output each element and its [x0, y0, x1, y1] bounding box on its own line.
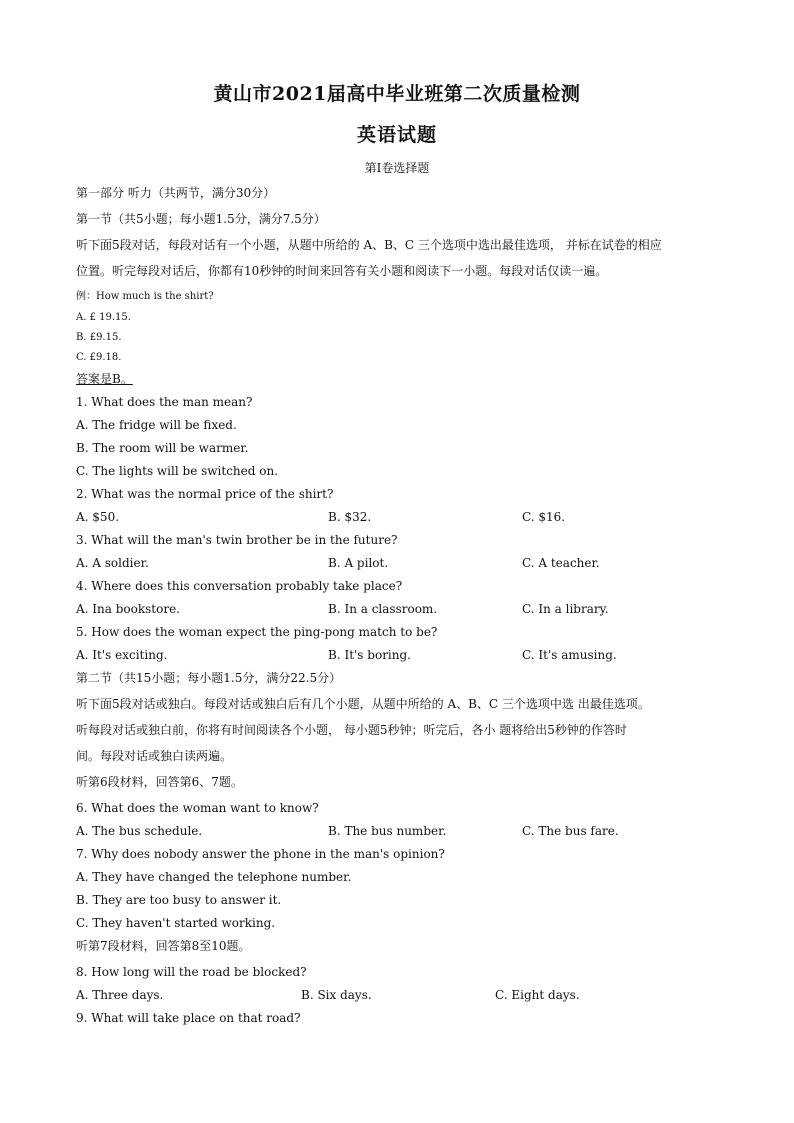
- material-6-heading: 听第6段材料，回答第6、7题。: [76, 775, 243, 789]
- question-6: 6. What does the woman want to know?: [76, 801, 319, 815]
- question-6-option-c: C. The bus fare.: [522, 824, 619, 838]
- example-option: C. £9.18.: [76, 352, 122, 363]
- example-option: A. £ 19.15.: [76, 312, 131, 323]
- section1-instruction-line: 听下面5段对话，每段对话有一个小题，从题中所给的 A、B、C 三个选项中选出最佳选项， 并标在试卷的相应: [76, 238, 662, 252]
- section2-instruction-line: 听下面5段对话或独白。每段对话或独白后有几个小题，从题中所给的 A、B、C 三个选项中选 出最佳选项。: [76, 697, 650, 711]
- question-7-option-a: A. They have changed the telephone number.: [76, 870, 352, 884]
- question-8: 8. How long will the road be blocked?: [76, 965, 307, 979]
- question-2-option-b: B. $32.: [328, 510, 372, 524]
- question-9: 9. What will take place on that road?: [76, 1011, 301, 1025]
- section1-instruction-line: 位置。听完每段对话后，你都有10秒钟的时间来回答有关小题和阅读下一小题。每段对话仅读一遍。: [76, 264, 608, 278]
- question-8-option-a: A. Three days.: [76, 988, 164, 1002]
- section2-heading: 第二节（共15小题；每小题1.5分，满分22.5分）: [76, 671, 342, 685]
- volume-heading: 第I卷选择题: [364, 161, 430, 175]
- question-5-option-a: A. It's exciting.: [76, 648, 168, 662]
- question-5-option-b: B. It's boring.: [328, 648, 411, 662]
- question-7: 7. Why does nobody answer the phone in the man's opinion?: [76, 847, 445, 861]
- section1-heading: 第一节（共5小题；每小题1.5分，满分7.5分）: [76, 212, 326, 226]
- part1-heading: 第一部分 听力（共两节，满分30分）: [76, 186, 276, 200]
- question-2: 2. What was the normal price of the shirt?: [76, 487, 334, 501]
- question-1-option-c: C. The lights will be switched on.: [76, 464, 279, 478]
- question-1-option-b: B. The room will be warmer.: [76, 441, 249, 455]
- question-7-option-b: B. They are too busy to answer it.: [76, 893, 282, 907]
- question-5-option-c: C. It's amusing.: [522, 648, 617, 662]
- section2-instruction-line: 间。每段对话或独白读两遍。: [76, 749, 233, 763]
- question-4-option-c: C. In a library.: [522, 602, 609, 616]
- question-3-option-a: A. A soldier.: [76, 556, 149, 570]
- example-answer: 答案是B。: [76, 372, 133, 386]
- question-7-option-c: C. They haven't started working.: [76, 916, 276, 930]
- question-2-option-c: C. $16.: [522, 510, 566, 524]
- question-8-option-c: C. Eight days.: [495, 988, 580, 1002]
- section2-instruction-line: 听每段对话或独白前，你将有时间阅读各个小题， 每小题5秒钟；听完后，各小 题将给出5秒钟的作答时: [76, 723, 627, 737]
- question-2-option-a: A. $50.: [76, 510, 120, 524]
- question-4-option-b: B. In a classroom.: [328, 602, 438, 616]
- question-4-option-a: A. Ina bookstore.: [76, 602, 180, 616]
- question-8-option-b: B. Six days.: [301, 988, 372, 1002]
- question-4: 4. Where does this conversation probably take place?: [76, 579, 403, 593]
- question-1-option-a: A. The fridge will be fixed.: [76, 418, 237, 432]
- question-6-option-b: B. The bus number.: [328, 824, 447, 838]
- exam-title: 黄山市2021届高中毕业班第二次质量检测: [213, 83, 581, 105]
- question-5: 5. How does the woman expect the ping-pong match to be?: [76, 625, 438, 639]
- question-3: 3. What will the man's twin brother be in the future?: [76, 533, 398, 547]
- question-3-option-c: C. A teacher.: [522, 556, 600, 570]
- question-1: 1. What does the man mean?: [76, 395, 253, 409]
- question-3-option-b: B. A pilot.: [328, 556, 389, 570]
- question-6-option-a: A. The bus schedule.: [76, 824, 203, 838]
- example-prompt: 例：How much is the shirt?: [76, 291, 214, 302]
- subject-title: 英语试题: [356, 124, 437, 146]
- material-7-heading: 听第7段材料，回答第8至10题。: [76, 939, 251, 953]
- example-option: B. £9.15.: [76, 332, 122, 343]
